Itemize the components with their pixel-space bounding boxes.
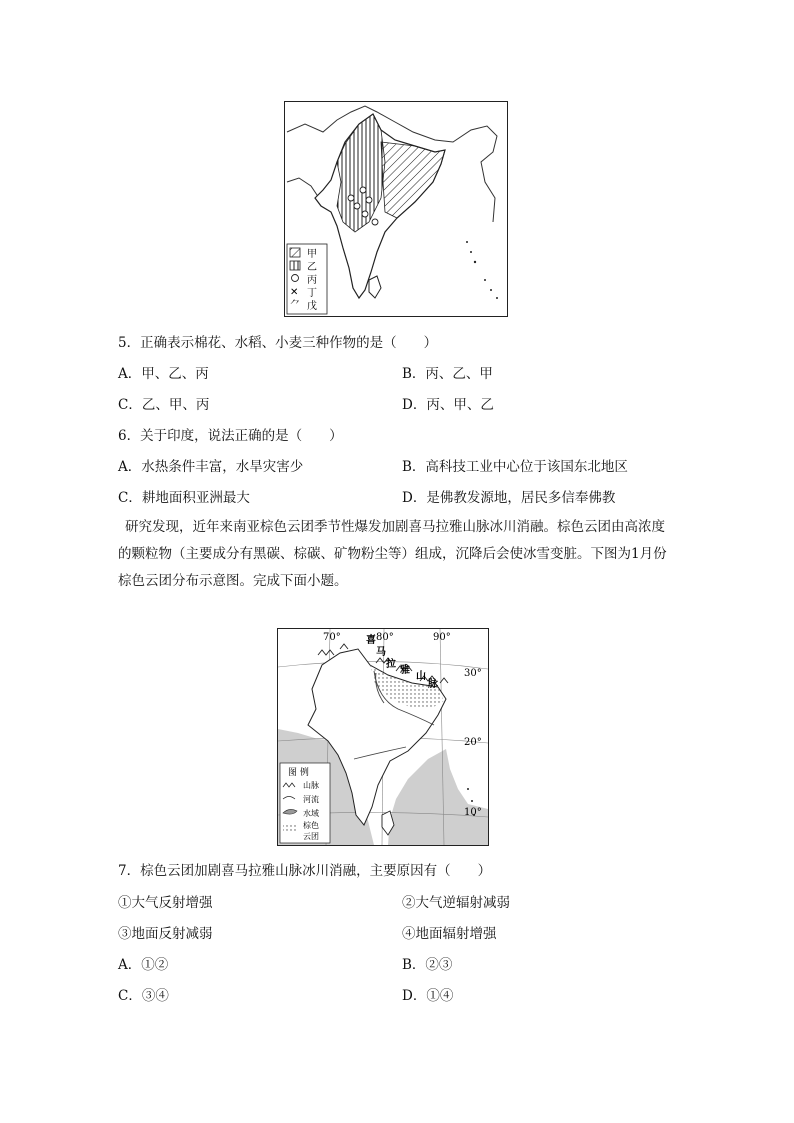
question-7-option-a[interactable]: A．①② [118,957,169,973]
legend-item-cloud: 云团 [303,832,319,841]
lat-label-10: 10° [464,807,482,818]
question-5-stem: 5．正确表示棉花、水稻、小麦三种作物的是（ ） [118,335,438,351]
question-5-option-a[interactable]: A．甲、乙、丙 [118,366,209,382]
legend-item-mountain: 山脉 [303,781,319,790]
question-6-option-a[interactable]: A．水热条件丰富，水旱灾害少 [118,459,304,475]
legend-label-bing: 丙 [307,275,317,286]
legend-label-yi: 乙 [307,262,317,273]
mountain-char-1: 喜 [366,635,376,646]
lon-label-90: 90° [433,632,451,643]
question-7-statement-1: ①大气反射增强 [118,895,213,911]
lon-label-80: 80° [376,632,394,643]
lat-label-20: 20° [464,737,482,748]
india-crop-map-drawing [285,102,507,316]
legend-label-ding: 丁 [307,288,317,299]
mountain-char-2: 马 [376,647,386,658]
lon-label-70: 70° [323,632,341,643]
legend-label-jia: 甲 [307,249,317,260]
india-crop-map [284,101,508,317]
legend-title: 图 例 [288,768,309,778]
question-5-option-b[interactable]: B．丙、乙、甲 [402,366,493,382]
circle-icon [292,275,299,282]
legend-item-water: 水域 [303,809,319,818]
question-7-option-d[interactable]: D．①④ [402,988,454,1004]
question-7-statement-4: ④地面辐射增强 [402,926,497,942]
mountain-char-5: 山 [416,671,426,682]
question-7-option-b[interactable]: B．②③ [402,957,453,973]
mountain-char-4: 雅 [400,665,410,676]
question-5-option-d[interactable]: D．丙、甲、乙 [402,397,494,413]
legend-item-brown: 棕色 [303,821,319,830]
question-7-statement-3: ③地面反射减弱 [118,926,213,942]
wheat-icon: ⺈ [290,300,300,311]
cross-icon: ✕ [290,287,299,298]
question-7-option-c[interactable]: C．③④ [118,988,169,1004]
reading-passage: 研究发现，近年来南亚棕色云团季节性爆发加剧喜马拉雅山脉冰川消融。棕色云团由高浓度的颗粒物（主要成分有黑碳、棕碳、矿物粉尘等）组成，沉降后会使冰雪变脏。下图为1月份棕色云团分布示意图。完成下面小题。 [118,519,667,589]
brown-cloud-map-drawing [278,629,488,845]
brown-cloud-icon [283,823,297,833]
lat-label-30: 30° [464,668,482,679]
question-6-option-d[interactable]: D．是佛教发源地，居民多信奉佛教 [402,490,616,506]
vertical-hatch-icon [290,261,300,270]
question-5-option-c[interactable]: C．乙、甲、丙 [118,397,210,413]
question-6-option-c[interactable]: C．耕地面积亚洲最大 [118,490,250,506]
legend-label-wu: 戊 [307,301,317,312]
diagonal-hatch-icon [290,248,300,257]
legend-item-river: 河流 [303,795,319,804]
brown-cloud-map [277,628,489,846]
mountain-char-6: 脉 [428,679,438,690]
question-7-statement-2: ②大气逆辐射减弱 [402,895,510,911]
mountain-char-3: 拉 [386,659,396,670]
question-7-stem: 7．棕色云团加剧喜马拉雅山脉冰川消融，主要原因有（ ） [118,863,492,879]
question-6-option-b[interactable]: B．高科技工业中心位于该国东北地区 [402,459,628,475]
question-6-stem: 6．关于印度，说法正确的是（ ） [118,428,343,444]
